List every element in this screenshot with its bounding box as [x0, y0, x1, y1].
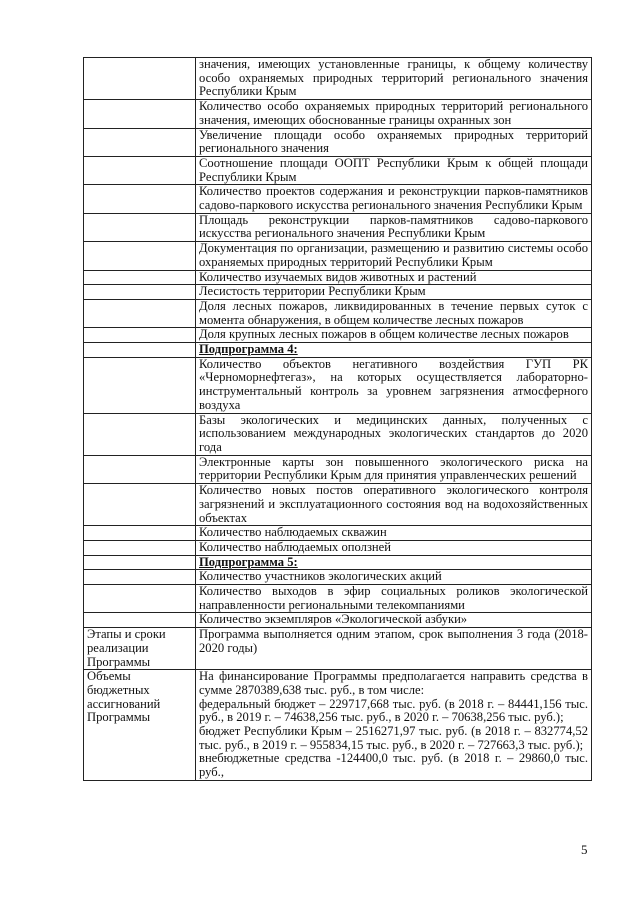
label-cell-empty [84, 128, 196, 156]
funding-federal-line: федеральный бюджет – 229717,668 тыс. руб. (в 2018 г. – 84441,156 тыс. руб., в 2019 г. – 74638,256 тыс. руб., в 2020 г. – 70638,256 тыс. руб.); [199, 696, 588, 725]
indicator-cell: Увеличение площади особо охраняемых природных территорий регионального значения [196, 128, 592, 156]
indicator-cell: Количество участников экологических акций [196, 570, 592, 585]
indicator-cell: Количество изучаемых видов животных и растений [196, 270, 592, 285]
table-row [84, 613, 592, 628]
label-cell-empty [84, 242, 196, 270]
program-passport-table [83, 57, 592, 781]
indicator-cell: Доля лесных пожаров, ликвидированных в течение первых суток с момента обнаружения, в общем количестве лесных пожаров [196, 299, 592, 327]
label-cell-empty [84, 413, 196, 455]
table-row [84, 285, 592, 300]
table-row [84, 570, 592, 585]
label-cell-empty [84, 213, 196, 241]
table-row [84, 413, 592, 455]
indicator-cell: Базы экологических и медицинских данных, полученных с использованием международных экологических стандартов до 2020 года [196, 413, 592, 455]
stages-label: Этапы и сроки реализации Программы [84, 628, 196, 670]
funding-total-line: На финансирование Программы предполагается направить средства в сумме 2870389,638 тыс. руб., в том числе: [199, 669, 588, 697]
label-cell-empty [84, 613, 196, 628]
subprogram-heading: Подпрограмма 5: [196, 555, 592, 570]
funding-value [196, 670, 592, 781]
label-cell-empty [84, 343, 196, 358]
indicator-cell: Количество особо охраняемых природных территорий регионального значения, имеющих обоснованные границы охранных зон [196, 100, 592, 128]
table-row [84, 484, 592, 526]
indicator-cell: Лесистость территории Республики Крым [196, 285, 592, 300]
table-row [84, 128, 592, 156]
table-row [84, 156, 592, 184]
page-number: 5 [581, 842, 588, 857]
table-row [84, 242, 592, 270]
table-row [84, 185, 592, 213]
stages-value: Программа выполняется одним этапом, срок выполнения 3 года (2018-2020 годы) [196, 628, 592, 670]
label-cell-empty [84, 570, 196, 585]
subprogram-heading: Подпрограмма 4: [196, 343, 592, 358]
table-row [84, 670, 592, 781]
table-row [84, 328, 592, 343]
label-cell-empty [84, 58, 196, 100]
indicator-cell: Площадь реконструкции парков-памятников садово-паркового искусства регионального значения Республики Крым [196, 213, 592, 241]
label-cell-empty [84, 357, 196, 413]
table-row [84, 299, 592, 327]
table-row [84, 526, 592, 541]
table-row [84, 540, 592, 555]
label-cell-empty [84, 585, 196, 613]
table-row [84, 58, 592, 100]
indicator-cell: Количество проектов содержания и реконструкции парков-памятников садово-паркового искусства регионального значения Республики Крым [196, 185, 592, 213]
label-cell-empty [84, 299, 196, 327]
label-cell-empty [84, 156, 196, 184]
label-cell-empty [84, 100, 196, 128]
indicator-cell: Соотношение площади ООПТ Республики Крым к общей площади Республики Крым [196, 156, 592, 184]
label-cell-empty [84, 526, 196, 541]
indicator-cell: Количество наблюдаемых оползней [196, 540, 592, 555]
label-cell-empty [84, 328, 196, 343]
label-cell-empty [84, 484, 196, 526]
table-row [84, 100, 592, 128]
funding-extrabudgetary-line: внебюджетные средства -124400,0 тыс. руб. (в 2018 г. – 29860,0 тыс. руб., [199, 751, 588, 780]
table-row [84, 455, 592, 483]
table-row [84, 270, 592, 285]
table-row [84, 213, 592, 241]
label-cell-empty [84, 555, 196, 570]
indicator-cell: Количество экземпляров «Экологической азбуки» [196, 613, 592, 628]
label-cell-empty [84, 185, 196, 213]
table-row [84, 628, 592, 670]
indicator-cell: Электронные карты зон повышенного экологического риска на территории Республики Крым для принятия управленческих решений [196, 455, 592, 483]
indicator-cell: Количество объектов негативного воздействия ГУП РК «Черноморнефтегаз», на которых осуществляется лабораторно-инструментальный контроль за уровнем загрязнения атмосферного воздуха [196, 357, 592, 413]
table-row [84, 357, 592, 413]
label-cell-empty [84, 270, 196, 285]
label-cell-empty [84, 285, 196, 300]
indicator-cell: Доля крупных лесных пожаров в общем количестве лесных пожаров [196, 328, 592, 343]
funding-label: Объемы бюджетных ассигнований Программы [84, 670, 196, 781]
indicator-cell: значения, имеющих установленные границы, к общему количеству особо охраняемых природных территорий регионального значения Республики Крым [196, 58, 592, 100]
table-row [84, 343, 592, 358]
indicator-cell: Документация по организации, размещению и развитию системы особо охраняемых природных территорий Республики Крым [196, 242, 592, 270]
indicator-cell: Количество наблюдаемых скважин [196, 526, 592, 541]
label-cell-empty [84, 540, 196, 555]
table-row [84, 585, 592, 613]
label-cell-empty [84, 455, 196, 483]
indicator-cell: Количество новых постов оперативного экологического контроля загрязнений и эксплуатационного состояния вод на водохозяйственных объектах [196, 484, 592, 526]
table-row [84, 555, 592, 570]
indicator-cell: Количество выходов в эфир социальных роликов экологической направленности региональными телекомпаниями [196, 585, 592, 613]
funding-regional-line: бюджет Республики Крым – 2516271,97 тыс. руб. (в 2018 г. – 832774,52 тыс. руб., в 2019 г. – 955834,15 тыс. руб., в 2020 г. – 727663,3 тыс. руб.); [199, 724, 588, 752]
